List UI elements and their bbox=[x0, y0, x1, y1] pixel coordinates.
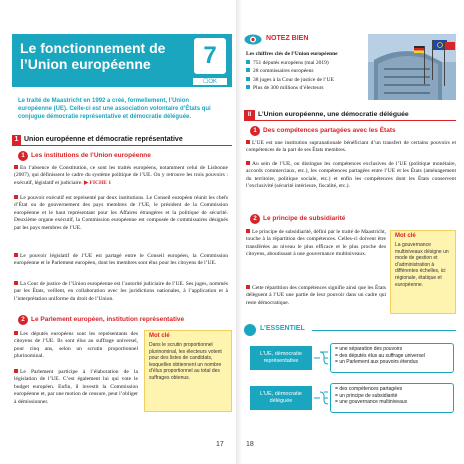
summary-box: L’UE, démocratie représentative bbox=[250, 346, 312, 370]
subsection-number: 1 bbox=[18, 151, 28, 161]
list-item: 28 commissaires européens bbox=[246, 67, 366, 76]
section-1-header bbox=[12, 135, 232, 146]
paragraph: Le pouvoir législatif de l’UE est partagé entre le Conseil européen, la Commission européenne et le Parlement européen, dont les membres sont élus pour les citoyens de l’UE. bbox=[14, 253, 228, 267]
list-item: 38 juges à la Cour de justice de l’UE bbox=[246, 76, 366, 85]
paragraph: Le Parlement participe à l’élaboration de la législation de l’UE. C’est également lui qui vote le budget européen. Enfin, il investit la Commission européenne et, par une motion de censure, peut l’obliger à démissionner. bbox=[14, 369, 139, 405]
square-bullet-icon bbox=[14, 281, 18, 285]
paragraph: L’UE est une institution supranationale bénéficiant d’un transfert de certains pouvoirs et compétences de la part de ses États membres. bbox=[246, 140, 456, 154]
keyword-box bbox=[390, 230, 456, 314]
square-bullet-icon bbox=[246, 161, 250, 165]
brace-icon bbox=[312, 350, 330, 366]
subsection-number: 2 bbox=[18, 315, 28, 325]
subsection-label: Le principe de subsidiarité bbox=[263, 215, 346, 222]
chapter-title: Le fonctionnement de l’Union européenne bbox=[20, 40, 166, 72]
square-bullet-icon bbox=[246, 229, 250, 233]
essentiel-header bbox=[244, 324, 456, 336]
summary-line: = un Parlement aux pouvoirs étendus bbox=[335, 359, 449, 366]
left-page bbox=[12, 34, 232, 448]
keyword-text: La gouvernance multiniveaux désigne un mode de gestion et d’administration à différentes échelles, ici régionale, étatique et européenne. bbox=[395, 242, 449, 288]
subsection-number: 1 bbox=[250, 126, 260, 136]
keyword-title: Mot clé bbox=[395, 233, 416, 239]
subsection-label: Le Parlement européen, institution représentative bbox=[31, 316, 185, 323]
parliament-photo bbox=[368, 34, 456, 100]
square-bullet-icon bbox=[14, 369, 18, 373]
note-heading: Les chiffres clés de l’Union européenne bbox=[246, 51, 338, 57]
summary-details bbox=[330, 343, 454, 373]
summary-line: = des députés élus au suffrage universel bbox=[335, 353, 449, 360]
keyword-title: Mot clé bbox=[149, 333, 170, 339]
subsection-number: 2 bbox=[250, 214, 260, 224]
list-item: Plus de 300 millions d’électeurs bbox=[246, 84, 366, 93]
square-bullet-icon bbox=[14, 165, 18, 169]
square-bullet-icon bbox=[246, 140, 250, 144]
summary-line: = une séparation des pouvoirs bbox=[335, 346, 449, 353]
right-page bbox=[244, 34, 456, 448]
paragraph: Le pouvoir exécutif est représenté par deux institutions. Le Conseil européen réunit les chefs d’État ou de gouvernement des pays membres de l’UE, le président de la Commission européenne et le haut représentant pour les Affaires étrangères et la politique de sécurité. Deuxième organe exécutif, la Commission européenne est composée de commissaires désignés par les pays membres de l’UE. bbox=[14, 195, 228, 231]
divider bbox=[312, 330, 456, 331]
list-item: 751 députés européens (mai 2019) bbox=[246, 59, 366, 68]
summary-line: = une gouvernance multiniveaux bbox=[335, 399, 449, 406]
square-bullet-icon bbox=[14, 195, 18, 199]
paragraph: La Cour de justice de l’Union européenne est l’autorité judiciaire de l’UE. Ses juges, nommés par les États, veillent, en collaboration avec les juridictions nationales, à l’application et à l’interprétation uniforme du droit de l’Union. bbox=[14, 281, 228, 302]
page-number: 18 bbox=[246, 441, 254, 448]
chapter-intro: Le traité de Maastricht en 1992 a créé, formellement, l’Union européenne (UE). Celle-ci est une association volontaire d’États qui conjugue démocratie représentative et démocratie déléguée. bbox=[18, 98, 211, 120]
subsection-label: Des compétences partagées avec les États bbox=[263, 127, 396, 134]
paragraph: Le principe de subsidiarité, défini par le traité de Maastricht, touche à la répartition des compétences. Celles-ci doivent être transférées au niveau le plus efficace et le plus proche des citoyens, aboutissant à une gouvernance multiniveaux. bbox=[246, 229, 386, 258]
keyword-text: Dans le scrutin proportionnel plurinominal, les électeurs votent pour des listes de candidats, lesquelles obtiennent un nombre d’élus proportionnel au total des suffrages obtenus. bbox=[149, 342, 222, 381]
note-title: NOTEZ BIEN bbox=[266, 35, 309, 42]
chapter-title-box bbox=[12, 34, 232, 87]
paragraph: Cette répartition des compétences signifie ainsi que les États délèguent à l’UE une partie de leur pouvoir dans un cadre qui reste démocratique. bbox=[246, 285, 386, 306]
brace-icon bbox=[312, 390, 330, 406]
section-2-header bbox=[244, 110, 456, 121]
square-bullet-icon bbox=[14, 331, 18, 335]
square-bullet-icon bbox=[246, 285, 250, 289]
section-number: 1 bbox=[12, 135, 21, 145]
paragraph: En l’absence de Constitution, ce sont les traités européens, notamment celui de Lisbonne (2007), qui définissent le cadre du système politique de l’UE. On y retrouve les trois pouvoirs : exécutif, législatif et judiciaire. ▶ FICHE 1 bbox=[14, 165, 228, 186]
summary-details bbox=[330, 383, 454, 413]
square-bullet-icon bbox=[14, 253, 18, 257]
fiche-reference-link[interactable]: ▶ FICHE 1 bbox=[83, 179, 112, 186]
section-label: L’Union européenne, une démocratie déléguée bbox=[258, 111, 409, 118]
chapter-number: 7 bbox=[194, 38, 226, 74]
page-gutter bbox=[236, 0, 242, 464]
paragraph: Au sein de l’UE, on distingue les compétences exclusives de l’UE (politique monétaire, accords commerciaux, etc.), les compétences partagées entre l’UE et les États (aménagement du territoire, politique sociale, etc.) et enfin les compétences dont les États conservent l’exclusivité (sécurité intérieure, fiscalité, etc.). bbox=[246, 161, 456, 190]
summary-line: = un principe de subsidiarité bbox=[335, 393, 449, 400]
summary-line: = des compétences partagées bbox=[335, 386, 449, 393]
key-icon bbox=[244, 324, 256, 336]
subsection-label: Les institutions de l’Union européenne bbox=[31, 152, 151, 159]
section-number: II bbox=[244, 110, 255, 120]
keyword-box bbox=[144, 330, 232, 412]
essentiel-title: L’ESSENTIEL bbox=[260, 325, 305, 332]
note-list bbox=[246, 50, 366, 93]
page-number: 17 bbox=[216, 441, 224, 448]
section-label: Union européenne et démocratie représentative bbox=[24, 136, 183, 143]
eye-icon bbox=[244, 34, 262, 45]
ok-checkbox[interactable]: ☐OK bbox=[192, 77, 228, 86]
paragraph: Les députés européens sont les représentants des citoyens de l’UE. Ils sont élus au suffrage universel, pour cinq ans, selon un scrutin proportionnel plurinominal. bbox=[14, 331, 138, 360]
summary-box: L’UE, démocratie déléguée bbox=[250, 386, 312, 410]
